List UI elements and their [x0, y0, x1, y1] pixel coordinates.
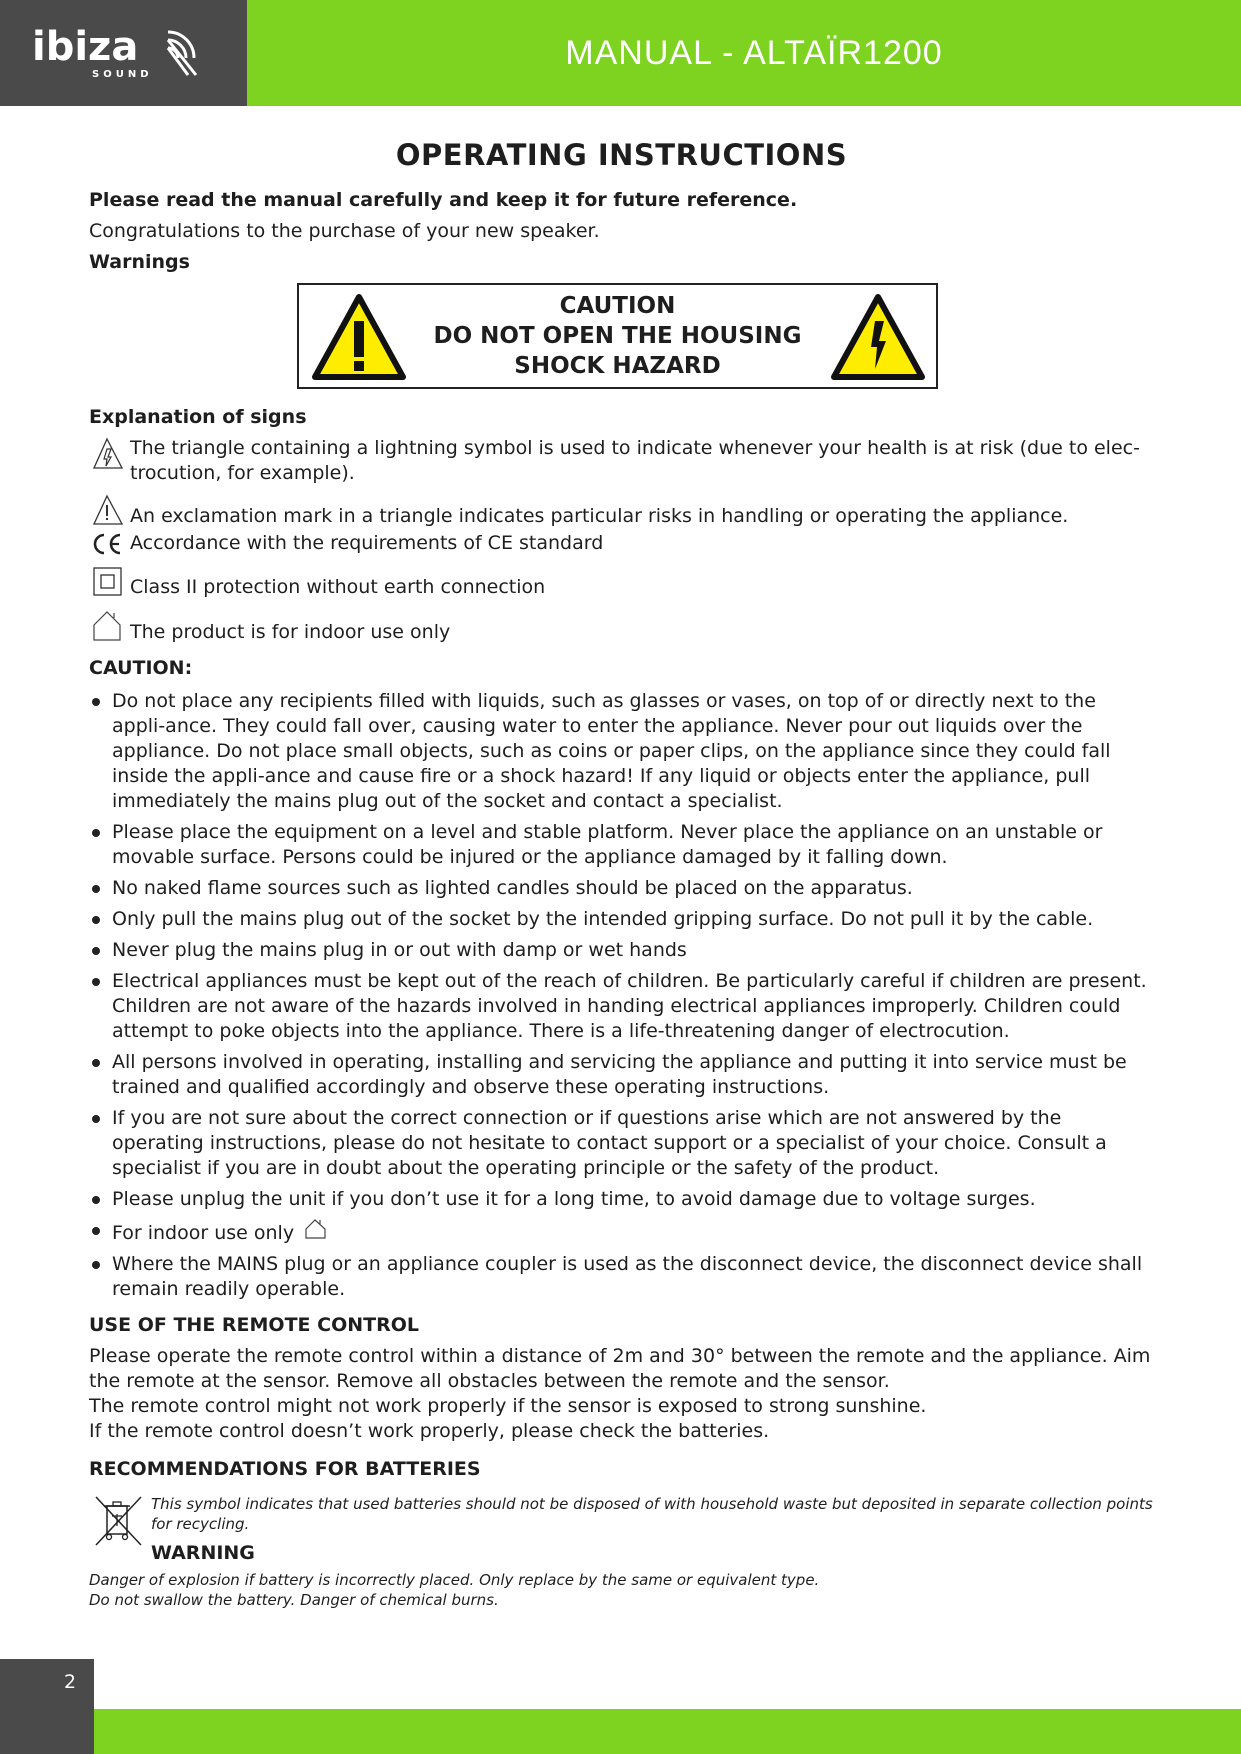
intro-text: Congratulations to the purchase of your new speaker. [89, 220, 600, 242]
remote-heading: USE OF THE REMOTE CONTROL [89, 1314, 419, 1336]
sign-row [89, 567, 1154, 600]
warnings-heading: Warnings [89, 251, 190, 273]
lightning-warning-icon [828, 291, 928, 383]
exclamation-triangle-icon [89, 494, 129, 526]
crossed-bin-icon [89, 1494, 151, 1548]
battery-symbol-text: This symbol indicates that used batteries should not be disposed of with household waste but deposited in separate collection points for recycling. [151, 1495, 1153, 1533]
footer-page-block [0, 1659, 94, 1754]
list-item [89, 1218, 1154, 1246]
signs-section [89, 405, 1154, 645]
list-item: No naked flame sources such as lighted candles should be placed on the apparatus. [89, 876, 1154, 901]
caution-line-3: SHOCK HAZARD [514, 353, 721, 379]
page-content [89, 138, 1154, 1610]
list-item: If you are not sure about the correct connection or if questions arise which are not answered by the operating instructions, please do not hesitate to contact support or a specialist of your choice. Consult a specialist if you are in doubt about the operating principle or the safety of the product. [89, 1106, 1154, 1181]
house-icon [304, 1218, 328, 1240]
lightning-triangle-icon [89, 436, 129, 472]
battery-symbol-text-block [151, 1494, 1154, 1564]
sign-text: An exclamation mark in a triangle indicates particular risks in handling or operating the appliance. [130, 505, 1069, 527]
header-bar [247, 0, 1241, 106]
battery-warning-line-2: Do not swallow the battery. Danger of chemical burns. [89, 1591, 499, 1609]
list-item: Please unplug the unit if you don’t use it for a long time, to avoid damage due to voltage surges. [89, 1187, 1154, 1212]
list-item: Where the MAINS plug or an appliance coupler is used as the disconnect device, the disconnect device shall remain readily operable. [89, 1252, 1154, 1302]
caution-list [89, 689, 1154, 1302]
caution-heading: CAUTION: [89, 657, 193, 679]
indoor-use-text: For indoor use only [112, 1222, 295, 1244]
list-item: Do not place any recipients filled with liquids, such as glasses or vases, on top of or directly next to the appli-ance. They could fall over, causing water to enter the appliance. Never pour out liquids over the appliance. Do not place small objects, such as coins or paper clips, on the appliance since they could fall inside the appli-ance and cause fire or a shock hazard! If any liquid or objects enter the appliance, pull immediately the mains plug out of the socket and contact a specialist. [89, 689, 1154, 814]
sign-row [89, 494, 1154, 529]
intro-bold: Please read the manual carefully and keep it for future reference. [89, 189, 798, 211]
sign-row [89, 436, 1154, 486]
sign-text: The product is for indoor use only [130, 621, 451, 643]
remote-text-3: If the remote control doesn’t work properly, please check the batteries. [89, 1420, 770, 1442]
batteries-heading: RECOMMENDATIONS FOR BATTERIES [89, 1458, 481, 1480]
signs-heading: Explanation of signs [89, 406, 307, 428]
list-item: All persons involved in operating, installing and servicing the appliance and putting it into service must be trained and qualified accordingly and observe these operating instructions. [89, 1050, 1154, 1100]
house-icon [89, 610, 129, 642]
list-item: Only pull the mains plug out of the socket by the intended gripping surface. Do not pull it by the cable. [89, 907, 1154, 932]
battery-warning-line-1: Danger of explosion if battery is incorrectly placed. Only replace by the same or equivalent type. [89, 1571, 820, 1589]
svg-text:SOUND: SOUND [92, 69, 153, 80]
page-title: OPERATING INSTRUCTIONS [395, 138, 848, 172]
list-item: Never plug the mains plug in or out with damp or wet hands [89, 938, 1154, 963]
manual-title: MANUAL - ALTAÏR1200 [565, 33, 943, 72]
caution-line-2: DO NOT OPEN THE HOUSING [433, 323, 802, 349]
page-number: 2 [64, 1671, 77, 1693]
class-ii-icon [89, 567, 129, 597]
logo-block [0, 0, 247, 106]
footer-bar [94, 1709, 1241, 1754]
battery-symbol-row [89, 1494, 1154, 1564]
caution-line-1: CAUTION [559, 293, 676, 319]
sign-row [89, 531, 1154, 557]
remote-text-1: Please operate the remote control within a distance of 2m and 30° between the remote and the appliance. Aim the remote at the sensor. Remove all obstacles between the remote and the sensor. [89, 1345, 1151, 1392]
list-item: Electrical appliances must be kept out of the reach of children. Be particularly careful if children are present. Children are not aware of the hazards involved in handing electrical appliances improperly. Children could attempt to poke objects into the appliance. There is a life-threatening danger of electrocution. [89, 969, 1154, 1044]
sign-row [89, 610, 1154, 645]
svg-text:ibiza: ibiza [32, 24, 139, 70]
remote-text-2: The remote control might not work properly if the sensor is exposed to strong sunshine. [89, 1395, 927, 1417]
ibiza-sound-logo [0, 0, 247, 106]
ce-mark-icon [89, 531, 129, 557]
list-item: Please place the equipment on a level and stable platform. Never place the appliance on an unstable or movable surface. Persons could be injured or the appliance damaged by it falling down. [89, 820, 1154, 870]
sign-text: The triangle containing a lightning symbol is used to indicate whenever your health is at risk (due to elec-trocution, for example). [130, 437, 1140, 484]
sign-text: Accordance with the requirements of CE standard [130, 532, 604, 554]
battery-warning-heading: WARNING [151, 1542, 255, 1564]
caution-box [297, 283, 938, 389]
sign-text: Class II protection without earth connection [130, 576, 546, 598]
